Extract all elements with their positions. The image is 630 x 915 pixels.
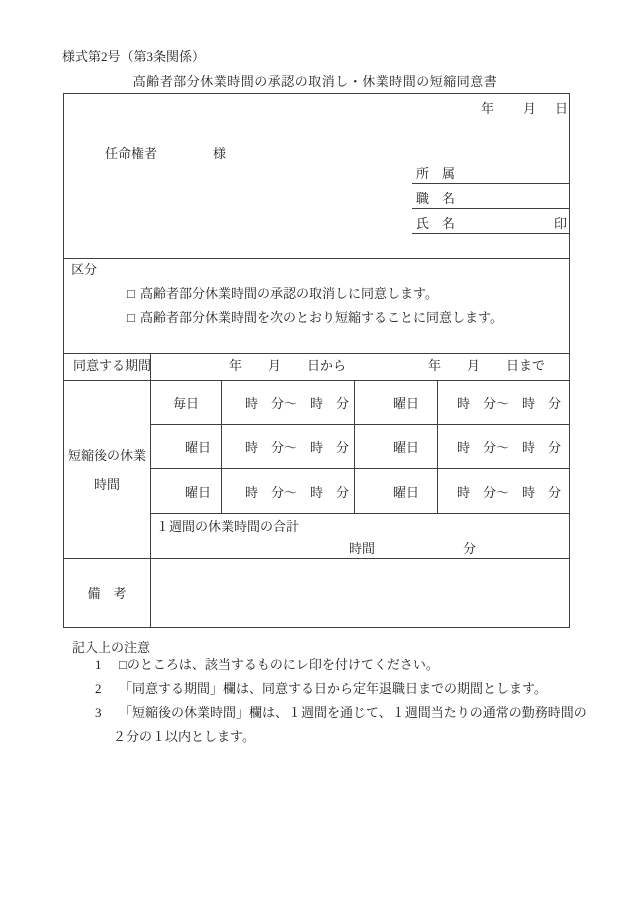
period-to: 年 月 日まで [428, 358, 546, 373]
date-month-label: 月 [523, 101, 537, 116]
checkbox-shorten-icon: □ [127, 310, 135, 325]
form-title: 高齢者部分休業時間の承認の取消し・休業時間の短縮同意書 [132, 74, 498, 89]
schedule-r1-time1: 時 分～ 時 分 [244, 396, 349, 411]
divider-schedule-total [150, 513, 569, 514]
schedule-r1-time2: 時 分～ 時 分 [456, 396, 561, 411]
schedule-r2-time1: 時 分～ 時 分 [244, 440, 349, 455]
name-label: 氏 名 [416, 216, 456, 231]
category-option-shorten: 高齢者部分休業時間を次のとおり短縮することに同意します。 [140, 310, 503, 325]
checkbox-cancel-icon: □ [127, 286, 135, 301]
notes-title: 記入上の注意 [72, 640, 151, 655]
schedule-r3-day1: 曜日 [184, 484, 211, 500]
remarks-label: 備 考 [87, 586, 127, 601]
date-year-label: 年 [481, 101, 495, 116]
schedule-r2-day2: 曜日 [392, 440, 419, 455]
period-from: 年 月 日から [229, 358, 347, 373]
schedule-r1-day1: 毎日 [172, 396, 199, 411]
category-label: 区分 [71, 262, 98, 277]
category-option-cancel: 高齢者部分休業時間の承認の取消しに同意します。 [140, 286, 438, 301]
schedule-r2-day1: 曜日 [184, 440, 211, 455]
weekly-total-hours-unit: 時間 [349, 541, 376, 556]
position-line [412, 190, 569, 209]
schedule-r2-time2: 時 分～ 時 分 [456, 440, 561, 455]
schedule-r1-day2: 曜日 [392, 396, 419, 411]
date-day-label: 日 [555, 101, 569, 116]
note-2-number: 2 [95, 681, 102, 696]
appointing-authority-label: 任命権者 [105, 146, 158, 161]
divider-header-category [64, 258, 569, 259]
affiliation-line [412, 165, 569, 184]
form-main-box [63, 93, 570, 628]
name-line [412, 215, 569, 234]
schedule-r3-time2: 時 分～ 時 分 [456, 484, 561, 500]
note-3-text: 「短縮後の休業時間」欄は、１週間を通じて、１週間当たりの通常の勤務時間の [119, 705, 587, 720]
weekly-total-minutes-unit: 分 [463, 541, 477, 556]
period-label: 同意する期間 [73, 358, 152, 373]
schedule-row-label-line2: 時間 [93, 476, 120, 492]
note-2-text: 「同意する期間」欄は、同意する日から定年退職日までの期間とします。 [119, 681, 547, 696]
seal-label: 印 [553, 216, 567, 231]
schedule-r3-time1: 時 分～ 時 分 [244, 484, 349, 500]
weekly-total-label: １週間の休業時間の合計 [156, 519, 300, 534]
note-1-number: 1 [95, 657, 102, 672]
note-3-text-continued: ２分の１以内とします。 [113, 729, 255, 744]
schedule-row-label [64, 381, 150, 558]
divider-category-period [64, 353, 569, 354]
position-label: 職 名 [416, 191, 456, 206]
honorific-label: 様 [213, 146, 227, 161]
schedule-r3-day2: 曜日 [392, 484, 419, 500]
note-3-number: 3 [95, 705, 102, 720]
note-1-text: □のところは、該当するものにレ印を付けてください。 [119, 657, 439, 672]
form-number: 様式第2号（第3条関係） [62, 49, 206, 64]
affiliation-label: 所 属 [416, 166, 456, 181]
schedule-row-label-line1: 短縮後の休業 [67, 447, 146, 463]
